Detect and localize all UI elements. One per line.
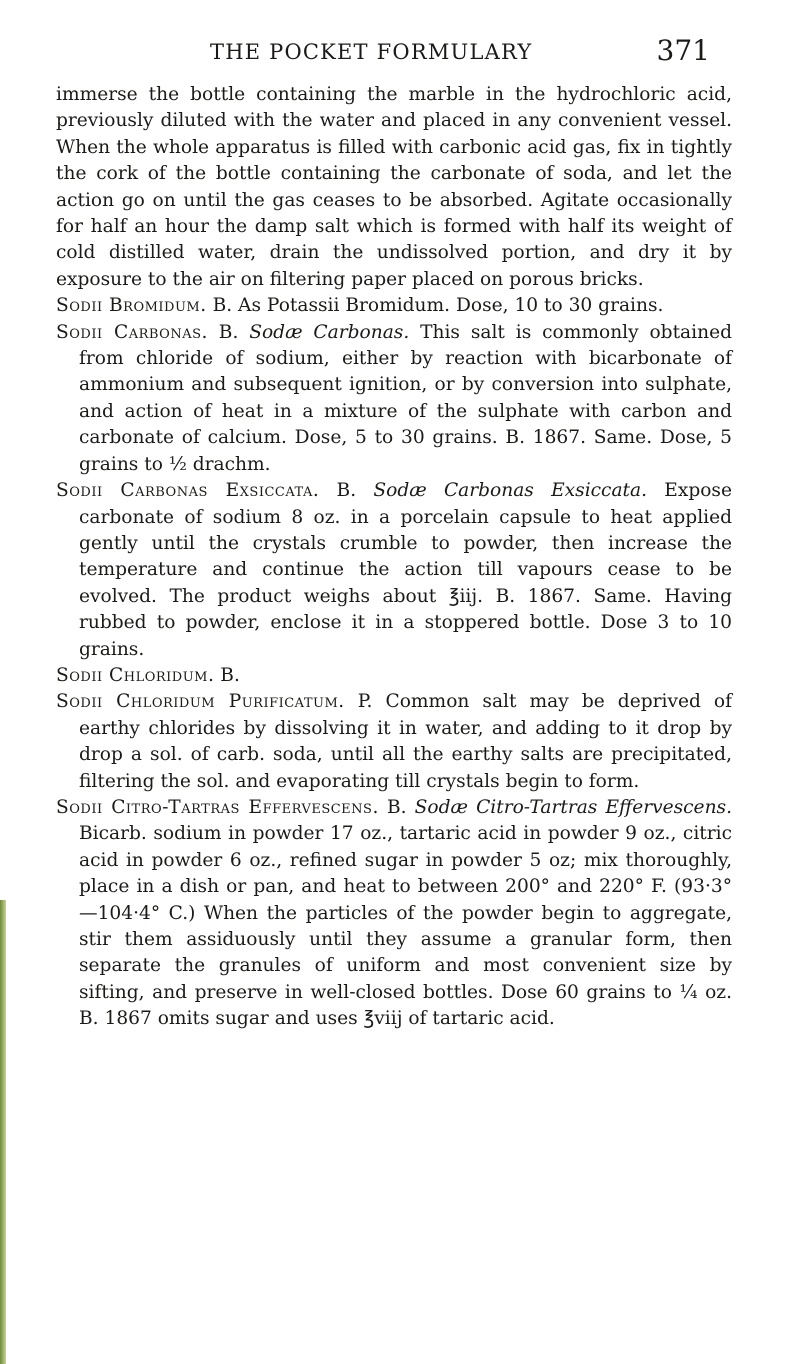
entry-latin-name: Sodæ Carbonas. (249, 321, 410, 343)
running-title: THE POCKET FORMULARY (210, 40, 533, 64)
entry-text: B. As Potassii Bromidum. Dose, 10 to 30 grains. (206, 295, 664, 317)
page-body (56, 82, 732, 1033)
entry-sodii-chloridum-purificatum (56, 689, 732, 795)
entry-heading: Sodii Carbonas. (56, 321, 208, 343)
entry-heading: Sodii Carbonas Exsiccata. (56, 480, 320, 502)
entry-latin-name: Sodæ Citro-Tartras Effervescens. (414, 796, 732, 818)
entry-heading: Sodii Chloridum. (56, 664, 215, 686)
entry-text: Expose carbonate of sodium 8 oz. in a porcelain capsule to heat applied gently until the crystals crumble to powder, then increase the temperature and continue the action till vapours cease to be evolved. The product weighs about ℥iij. B. 1867. Same. Having rubbed to powder, enclose it in a stoppered bottle. Dose 3 to 10 grains. (79, 480, 732, 660)
continuation-paragraph: immerse the bottle containing the marble in the hydrochloric acid, previously diluted with the water and placed in any convenient vessel. When the whole apparatus is filled with carbonic acid gas, fix in tightly the cork of the bottle containing the carbonate of soda, and let the action go on until the gas ceases to be absorbed. Agitate occasionally for half an hour the damp salt which is formed with half its weight of cold distilled water, drain the undissolved portion, and dry it by exposure to the air on filtering paper placed on porous bricks. (56, 84, 732, 290)
page-number: 371 (656, 34, 710, 67)
page-header (210, 34, 710, 68)
entry-text: Bicarb. sodium in powder 17 oz., tartaric acid in powder 9 oz., citric acid in powder 6 oz., refined sugar in powder 5 oz; mix thoroughly, place in a dish or pan, and heat to between 200° and 220° F. (93·3°—104·4° C.) When the particles of the powder begin to aggregate, stir them assiduously until they assume a granular form, then separate the granules of uniform and most convenient size by sifting, and preserve in well-closed bottles. Dose 60 grains to ¼ oz. B. 1867 omits sugar and uses ℥viij of tartaric acid. (79, 823, 732, 1030)
entry-heading: Sodii Bromidum. (56, 295, 207, 317)
entry-text: B. (214, 664, 240, 686)
entry-sodii-citro-tartras: Sodii Citro-Tartras Effervescens. B. Sodæ Citro-Tartras Effervescens. Bicarb. sodium in powder 17 oz., tartaric acid in powder 9 oz., citric acid in powder 6 oz., refined sugar in powder 5 oz; mix thoroughly, place in a dish or pan, and heat to between 200° and 220° F. (93·3°—104·4° C.) When the particles of the powder begin to aggregate, stir them assiduously until they assume a granular form, then separate the granules of uniform and most convenient size by sifting, and preserve in well-closed bottles. Dose 60 grains to ¼ oz. B. 1867 omits sugar and uses ℥viij of tartaric acid. (56, 796, 732, 1030)
entry-sodii-bromidum (56, 293, 732, 319)
entry-sodii-carbonas: Sodii Carbonas. B. Sodæ Carbonas. This salt is commonly obtained from chloride of sodium, either by reaction with bicarbonate of ammonium and subsequent ignition, or by conversion into sulphate, and action of heat in a mixture of the sulphate with carbon and carbonate of calcium. Dose, 5 to 30 grains. B. 1867. Same. Dose, 5 grains to ½ drachm. (56, 321, 732, 475)
entry-sodii-carbonas-exsiccata: Sodii Carbonas Exsiccata. B. Sodæ Carbonas Exsiccata. Expose carbonate of sodium 8 oz. in a porcelain capsule to heat applied gently until the crystals crumble to powder, then increase the temperature and continue the action till vapours cease to be evolved. The product weighs about ℥iij. B. 1867. Same. Having rubbed to powder, enclose it in a stoppered bottle. Dose 3 to 10 grains. (56, 480, 732, 660)
entry-heading: Sodii Citro-Tartras Effervescens. (56, 796, 379, 818)
entry-latin-name: Sodæ Carbonas Exsiccata. (373, 480, 648, 502)
page-edge (0, 900, 6, 1364)
entry-text: This salt is commonly obtained from chloride of sodium, either by reaction with bicarbonate of ammonium and subsequent ignition, or by conversion into sulphate, and action of heat in a mixture of the sulphate with carbon and carbonate of calcium. Dose, 5 to 30 grains. B. 1867. Same. Dose, 5 grains to ½ drachm. (79, 321, 732, 475)
entry-text: P. Common salt may be deprived of earthy chlorides by dissolving it in water, and adding to it drop by drop a sol. of carb. soda, until all the earthy salts are precipitated, filtering the sol. and evaporating till crystals begin to form. (79, 691, 732, 792)
entry-heading: Sodii Chloridum Purificatum. (56, 691, 345, 713)
entry-sodii-chloridum (56, 663, 732, 689)
